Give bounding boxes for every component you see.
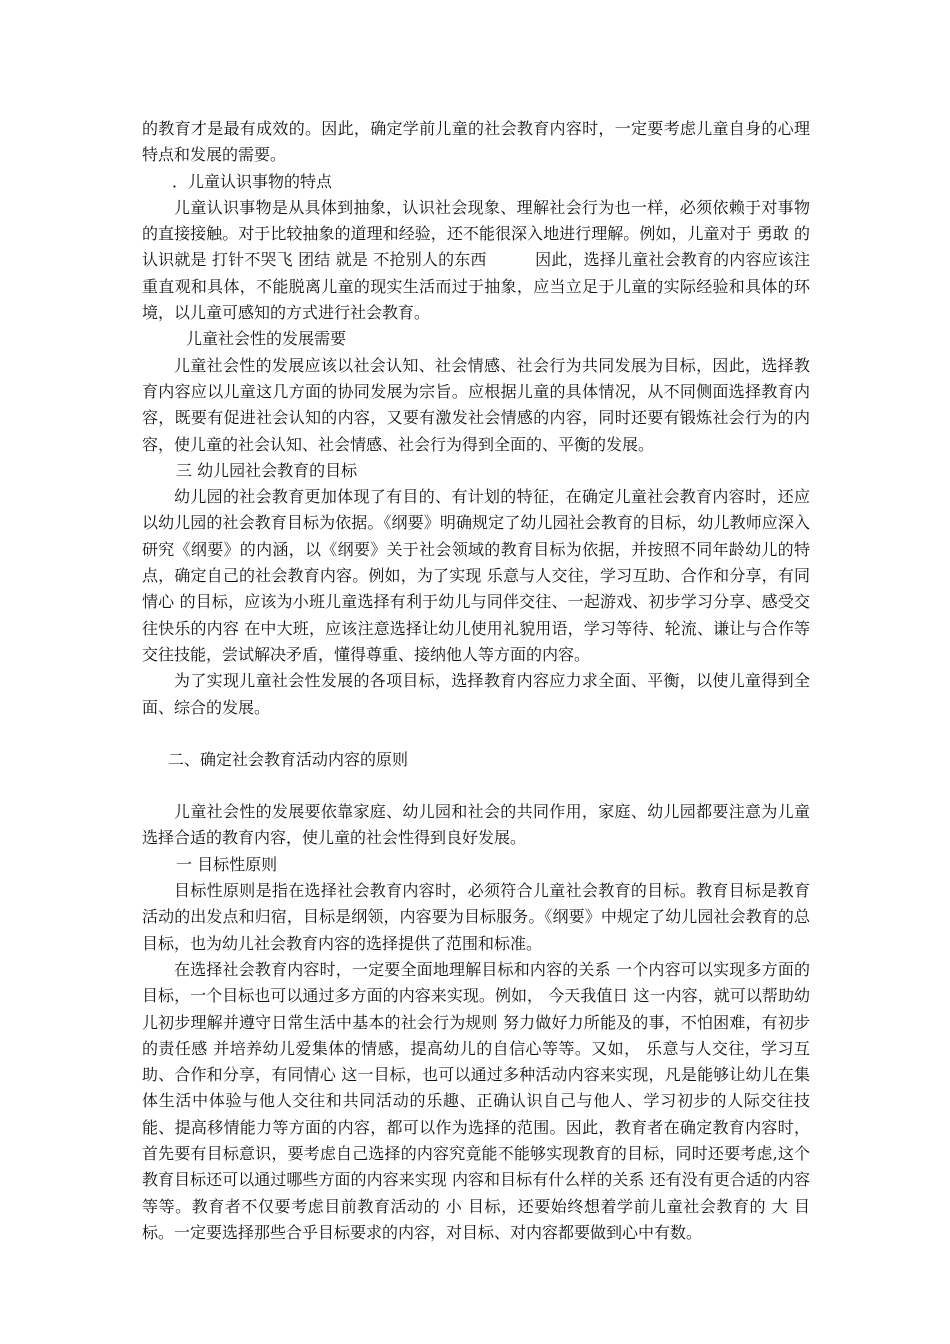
blank-line: [142, 773, 810, 799]
subheading-socialization-needs: 儿童社会性的发展需要: [186, 329, 347, 349]
paragraph-socialization-needs: 儿童社会性的发展应该以社会认知、社会情感、社会行为共同发展为目标，因此，选择教育内容应以儿童这几方面的协同发展为宗旨。应根据儿童的具体情况，从不同侧面选择教育内容，既要有促进社会认知的内容，又要有激发社会情感的内容，同时还要有锻炼社会行为的内容，使儿童的社会认知、社会情感、社会行为得到全面的、平衡的发展。: [142, 355, 810, 454]
document-body: [142, 116, 810, 1246]
paragraph-cognition: 儿童认识事物是从具体到抽象，认识社会现象、理解社会行为也一样，必须依赖于对事物的直接接触。对于比较抽象的道理和经验，还不能很深入地进行理解。例如，儿童对于 勇敢 的认识就是 打针不哭飞 团结 就是 不抢别人的东西 因此，选择儿童社会教育的内容应该注重直观和具体，不能脱离儿童的现实生活而过于抽象，应当立足于儿童的实际经验和具体的环境，以儿童可感知的方式进行社会教育。: [142, 197, 810, 323]
paragraph-goal-principle: 目标性原则是指在选择社会教育内容时，必须符合儿童社会教育的目标。教育目标是教育活动的出发点和归宿，目标是纲领，内容要为目标服务。《纲要》中规定了幼儿园社会教育的总目标，也为幼儿社会教育内容的选择提供了范围和标准。: [142, 881, 810, 953]
paragraph-comprehensive-development: 为了实现儿童社会性发展的各项目标，选择教育内容应力求全面、平衡，以使儿童得到全面、综合的发展。: [142, 671, 810, 717]
paragraph-intro: 的教育才是最有成效的。因此，确定学前儿童的社会教育内容时，一定要考虑儿童自身的心理特点和发展的需要。: [142, 119, 810, 165]
subheading-goal-principle: 一 目标性原则: [176, 854, 278, 874]
paragraph-principles-intro: 儿童社会性的发展要依靠家庭、幼儿园和社会的共同作用，家庭、幼儿园都要注意为儿童选择合适的教育内容，使儿童的社会性得到良好发展。: [142, 802, 810, 848]
section-heading-principles: 二、确定社会教育活动内容的原则: [168, 749, 409, 769]
paragraph-kindergarten-goals: 幼儿园的社会教育更加体现了有目的、有计划的特征，在确定儿童社会教育内容时，还应以幼儿园的社会教育目标为依据。《纲要》明确规定了幼儿园社会教育的目标，幼儿教师应深入研究《纲要》的内涵，以《纲要》关于社会领域的教育目标为依据，并按照不同年龄幼儿的特点，确定自己的社会教育内容。例如，为了实现 乐意与人交往，学习互助、合作和分享，有同情心 的目标，应该为小班儿童选择有利于幼儿与同伴交往、一起游戏、初步学习分享、感受交往快乐的内容 在中大班，应该注意选择让幼儿使用礼貌用语，学习等待、轮流、谦让与合作等交往技能，尝试解决矛盾，懂得尊重、接纳他人等方面的内容。: [142, 487, 810, 664]
paragraph-goal-content-relation: 在选择社会教育内容时，一定要全面地理解目标和内容的关系 一个内容可以实现多方面的目标，一个目标也可以通过多方面的内容来实现。例如， 今天我值日 这一内容，就可以帮助幼儿初步理解并遵守日常生活中基本的社会行为规则 努力做好力所能及的事，不怕困难，有初步的责任感 并培养幼儿爱集体的情感，提高幼儿的自信心等等。又如， 乐意与人交往，学习互助、合作和分享，有同情心 这一目标，也可以通过多种活动内容来实现，凡是能够让幼儿在集体生活中体验与他人交往和共同活动的乐趣、正确认识自己与他人、学习初步的人际交往技能、提高移情能力等方面的内容，都可以作为选择的范围。因此，教育者在确定教育内容时，首先要有目标意识，要考虑自己选择的内容究竟能不能够实现教育的目标，同时还要考虑,这个教育目标还可以通过哪些方面的内容来实现 内容和目标有什么样的关系 还有没有更合适的内容 等等。教育者不仅要考虑目前教育活动的 小 目标，还要始终想着学前儿童社会教育的 大 目标。一定要选择那些合乎目标要求的内容，对目标、对内容都要做到心中有数。: [142, 959, 810, 1242]
subheading-cognition: ．儿童认识事物的特点: [172, 171, 333, 191]
blank-line: [142, 721, 810, 747]
subheading-kindergarten-goals: 三 幼儿园社会教育的目标: [176, 460, 358, 480]
